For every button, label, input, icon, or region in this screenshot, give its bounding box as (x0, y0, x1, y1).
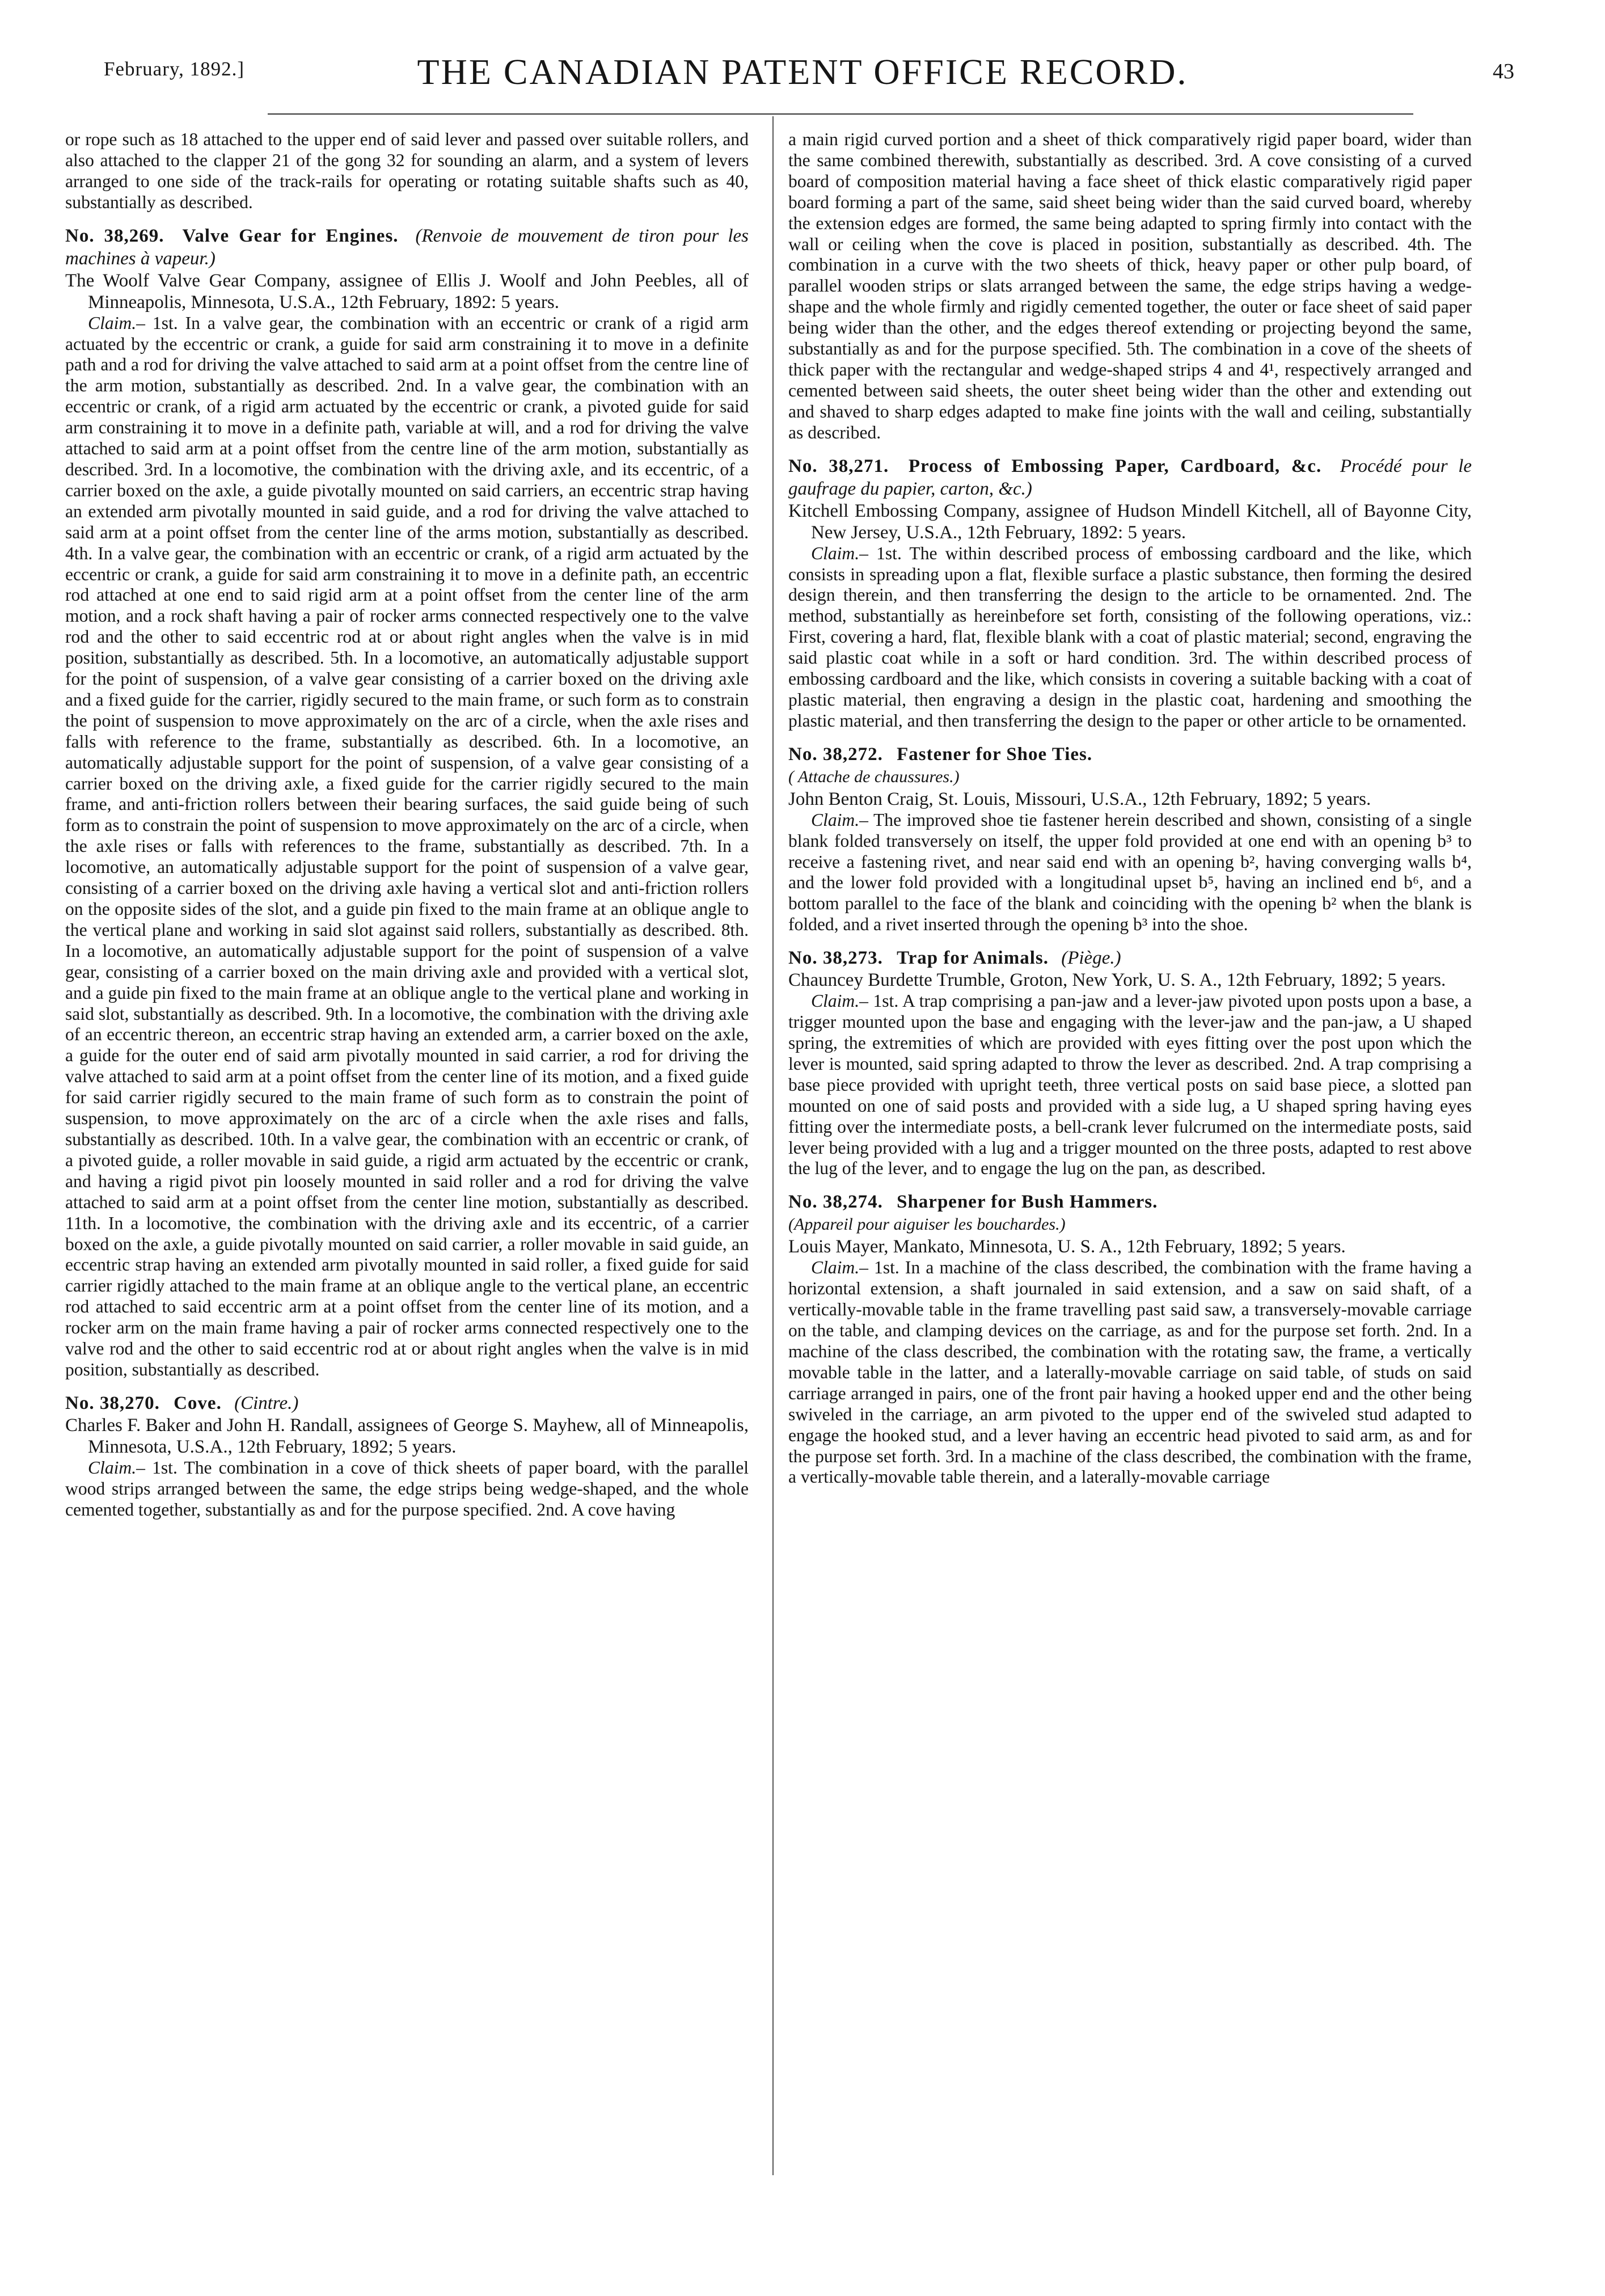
claim-body: – 1st. The within described process of embossing cardboard and the like, which consists in spreading upon a flat, flexible surface a plastic substance, then forming the desired design therein, and then transferring the design to the article to be ornamented. 2nd. The method, substantially as hereinbefore set forth, consisting of the following operations, viz.: First, covering a hard, flat, flexible blank with a coat of plastic material; second, engraving the said plastic coat while in a soft or hard condition. 3rd. The within described process of embossing cardboard and the like, which consists in covering a suitable backing with a coat of plastic material, then engraving a design in the plastic coat, hardening and smoothing the plastic material, and then transferring the design to the paper or other article to be ornamented. (788, 543, 1472, 731)
issue-date: February, 1892.] (104, 58, 244, 80)
patent-number: No. 38,269. (65, 225, 164, 246)
entry-heading (788, 743, 1472, 766)
french-title: (Cintre.) (234, 1392, 299, 1413)
assignee-text: Louis Mayer, Mankato, Minnesota, U. S. A., 12th February, 1892; 5 years. (788, 1236, 1346, 1257)
claim-text (788, 1257, 1472, 1488)
patent-title: Sharpener for Bush Hammers. (897, 1192, 1158, 1213)
claim-label: Claim. (811, 991, 860, 1011)
assignee-text: Chauncey Burdette Trumble, Groton, New York, U. S. A., 12th February, 1892; 5 years. (788, 970, 1446, 991)
french-title: (Piège.) (1061, 948, 1121, 969)
continued-claim-text: or rope such as 18 attached to the upper end of said lever and passed over suitable rollers, and also attached to the clapper 21 of the gong 32 for sounding an alarm, and a system of levers arranged to one side of the track-rails for operating or rotating suitable shafts such as 40, substantially as described. (65, 129, 749, 212)
patent-title: Cove. (174, 1392, 222, 1413)
journal-title: THE CANADIAN PATENT OFFICE RECORD. (417, 52, 1188, 92)
continued-claim-text: a main rigid curved portion and a sheet of thick comparatively rigid paper board, wider than the same combined therewith, substantially as described. 3rd. A cove consisting of a curved board of composition material having a face sheet of thick elastic comparatively rigid paper board forming a part of the same, said sheet being wider than the said curved board, whereby the extension edges are formed, the same being adapted to spring firmly into contact with the wall or ceiling when the cove is placed in position, substantially as described. 4th. The combination in a curve with the two sheets of thick, heavy paper or other pulp board, of parallel wooden strips or slats arranged between the same, the edge strips having a wedge-shape and the whole firmly and rigidly cemented together, the outer or face sheet of said paper being wider than the other, and the edges thereof extending or projecting beyond the same, substantially as and for the purpose specified. 5th. The combination in a cove of the sheets of thick paper with the rectangular and wedge-shaped strips 4 and 4¹, respectively arranged and cemented between said sheets, the outer sheet being wider than the other and extending out and shaved to sharp edges adapted to make fine joints with the wall and ceiling, substantially as described. (788, 129, 1472, 442)
patent-title: Trap for Animals. (897, 948, 1049, 969)
claim-text (788, 810, 1472, 935)
claim-body: – 1st. The combination in a cove of thick sheets of paper board, with the parallel wood strips arranged between the same, the edge strips being wedge-shaped, and the whole cemented together, substantially as and for the purpose specified. 2nd. A cove having (65, 1457, 749, 1520)
patent-entry-38272 (788, 743, 1472, 935)
claim-label: Claim. (811, 809, 860, 830)
assignee-text: The Woolf Valve Gear Company, assignee of Ellis J. Woolf and John Peebles, all of Minneapolis, Minnesota, U.S.A., 12th February, 1892: 5 years. (65, 270, 749, 313)
assignee-text: Charles F. Baker and John H. Randall, assignees of George S. Mayhew, all of Minneapolis, Minnesota, U.S.A., 12th February, 1892; 5 years. (65, 1415, 749, 1457)
french-title: ( Attache de chaussures.) (788, 767, 960, 786)
patent-entry-38270 (65, 1392, 749, 1521)
entry-heading (65, 1392, 749, 1415)
patent-title: Process of Embossing Paper, Cardboard, &c. (908, 455, 1322, 476)
entry-heading (788, 947, 1472, 969)
page-number: 43 (1493, 60, 1514, 83)
claim-label: Claim. (88, 313, 137, 333)
patent-number: No. 38,271. (788, 455, 889, 476)
french-title: Procédé pour le gaufrage du papier, carton, &c.) (788, 455, 1472, 499)
header-rule (268, 113, 1413, 115)
entry-heading (65, 225, 749, 270)
patent-number: No. 38,273. (788, 948, 883, 969)
column-divider (772, 116, 774, 2175)
assignee-text: John Benton Craig, St. Louis, Missouri, U.S.A., 12th February, 1892; 5 years. (788, 788, 1371, 809)
claim-text (788, 991, 1472, 1179)
claim-label: Claim. (88, 1457, 137, 1478)
claim-label: Claim. (811, 1257, 860, 1278)
left-column (65, 129, 749, 2183)
patent-entry-38271 (788, 455, 1472, 732)
claim-text (65, 313, 749, 1381)
patent-number: No. 38,270. (65, 1392, 160, 1413)
french-title: (Appareil pour aiguiser les bouchardes.) (788, 1215, 1066, 1234)
patent-entry-38273 (788, 947, 1472, 1179)
patent-number: No. 38,272. (788, 744, 883, 765)
claim-label: Claim. (811, 543, 860, 563)
patent-number: No. 38,274. (788, 1192, 883, 1213)
assignee-text: Kitchell Embossing Company, assignee of Hudson Mindell Kitchell, all of Bayonne City, New Jersey, U.S.A., 12th February, 1892: 5 years. (788, 500, 1472, 543)
patent-title: Fastener for Shoe Ties. (897, 744, 1093, 765)
claim-text (65, 1458, 749, 1521)
patent-entry-38274 (788, 1191, 1472, 1488)
claim-body: – 1st. In a machine of the class described, the combination with the frame having a horizontal extension, a shaft journaled in said extension, and a saw on said shaft, of a vertically-movable table in the frame travelling past said saw, a transversely-movable carriage on the table, and clamping devices on the carriage, as and for the purpose set forth. 2nd. In a machine of the class described, the combination with the rotating saw, the frame, a vertically movable table in the latter, and a laterally-movable carriage on said table, of studs on said carriage arranged in pairs, one of the front pair having a hooked upper end and the other being swiveled in the carriage, an arm pivoted to the upper end of the swiveled stud adapted to engage the hooked stud, and a lever having an eccentric head pivoted to said arm, as and for the purpose set forth. 3rd. In a machine of the class described, the combination with the frame, a vertically-movable table therein, and a laterally-movable carriage (788, 1257, 1472, 1487)
patent-entry-38269 (65, 225, 749, 1381)
entry-heading (788, 455, 1472, 500)
page-header (0, 51, 1605, 119)
entry-heading (788, 1191, 1472, 1213)
claim-text (788, 543, 1472, 732)
claim-body: – The improved shoe tie fastener herein described and shown, consisting of a single blank folded transversely on itself, the upper fold provided at one end with an opening b³ to receive a fastening rivet, and near said end with an opening b², having converging walls b⁴, and the lower fold provided with a longitudinal upset b⁵, having an inclined end b⁶, and a bottom parallel to the face of the blank and coinciding with the opening b² when the blank is folded, and a rivet inserted through the opening b³ into the shoe. (788, 809, 1472, 935)
claim-body: – 1st. In a valve gear, the combination with an eccentric or crank of a rigid arm actuated by the eccentric or crank, a guide for said arm constraining it to move in a definite path and a rod for driving the valve attached to said arm at a point offset from the centre line of the arm motion, substantially as described. 2nd. In a valve gear, the combination with an eccentric or crank, of a rigid arm actuated by the eccentric or crank, a pivoted guide for said arm constraining it to move in a definite path, variable at will, and a rod for driving the valve attached to said arm at a point offset from the centre line of the arm motion, substantially as described. 3rd. In a locomotive, the combination with the driving axle, and its eccentric, of a carrier boxed on the axle, a guide pivotally mounted on said carriers, an eccentric strap having an extended arm pivotally mounted in said guide, and a rod for driving the valve attached to said arm at a point offset from the center line of the arms motion, substantially as described. 4th. In a valve gear, the combination with an eccentric or crank, of a rigid arm actuated by the eccentric or crank, a guide for said arm constraining it to move in a definite path, an eccentric rod attached at one end to said rigid arm at a point offset from the center line of the arm motion, and a rock shaft having a pair of rocker arms connected respectively one to the valve rod and the other to said eccentric rod at or about right angles when the valve is in mid position, substantially as described. 5th. In a locomotive, an automatically adjustable support for the point of suspension, of a valve gear consisting of a carrier boxed on the driving axle and a fixed guide for the carrier, rigidly secured to the main frame, or such form as to constrain the point of suspension to move approximately on the arc of a circle, when the axle rises and falls with reference to the frame, substantially as described. 6th. In a locomotive, an automatically adjustable support for the point of suspension, of a valve gear consisting of a carrier boxed on the driving axle, a fixed guide for the carrier rigidly secured to the main frame, and anti-friction rollers between their bearing surfaces, the said guide being of such form as to constrain the point of suspension to move approximately on the arc of a circle, when the axle rises or falls with references to the frame, substantially as described. 7th. In a locomotive, an automatically adjustable support for the point of suspension of a valve gear, consisting of a carrier boxed on the driving axle having a vertical slot and anti-friction rollers on the opposite sides of the slot, and a guide pin fixed to the main frame at an oblique angle to the vertical plane and working in said slot against said rollers, substantially as described. 8th. In a locomotive, an automatically adjustable support for the point of suspension of a valve gear, consisting of a carrier boxed on the main driving axle and provided with a vertical slot, and a guide pin fixed to the main frame at an oblique angle to the vertical plane and working in said slot, substantially as described. 9th. In a locomotive, the combination with the driving axle of an eccentric thereon, an eccentric strap having an extended arm, a carrier boxed on the axle, a guide for the outer end of said arm pivotally mounted in said carrier, a rod for driving the valve attached to said arm at a point offset from the center line of its motion, and a fixed guide for said carrier rigidly secured to the main frame of such form as to constrain the point of suspension, to move approximately on the arc of a circle when the axle rises and falls, substantially as described. 10th. In a valve gear, the combination with an eccentric or crank, of a pivoted guide, a roller movable in said guide, a rigid arm actuated by the eccentric or crank, and having a rigid pivot pin loosely mounted in said roller and a rod for driving the valve attached to said arm at a point offset from the center line motion, substantially as described. 11th. In a locomotive, the combination with the driving axle and its eccentric, of a carrier boxed on the axle, a guide pivotally mounted on said carrier, a roller movable in said guide, an eccentric strap having an extended arm pivotally mounted in said roller, a fixed guide for said carrier rigidly attached to the main frame at an oblique angle to the vertical plane, an eccentric rod attached to said eccentric arm at a point offset from the center line of its motion, and a rocker arm on the main frame having a pair of rocker arms connected respectively one to the valve rod and the other to said eccentric rod at or about right angles when the valve is in mid position, substantially as described. (65, 313, 749, 1379)
claim-body: – 1st. A trap comprising a pan-jaw and a lever-jaw pivoted upon posts upon a base, a trigger mounted upon the base and engaging with the lever-jaw and the pan-jaw, a U shaped spring, the extremities of which are provided with eyes fitting over the post upon which the lever is mounted, said spring adapted to throw the lever as described. 2nd. A trap comprising a base piece provided with upright teeth, three vertical posts on said base piece, a slotted pan mounted on one of said posts and provided with a side lug, a U shaped spring having eyes fitting over the intermediate posts, a bell-crank lever fulcrumed on the intermediate posts, said lever being provided with a lug and a trigger mounted on the three posts, adapted to rest above the lug of the lever, and to engage the lug on the pan, as described. (788, 991, 1472, 1179)
patent-title: Valve Gear for Engines. (182, 225, 399, 246)
french-title: (Renvoie de mouvement de tiron pour les machines à vapeur.) (65, 225, 749, 269)
right-column (788, 129, 1472, 2183)
